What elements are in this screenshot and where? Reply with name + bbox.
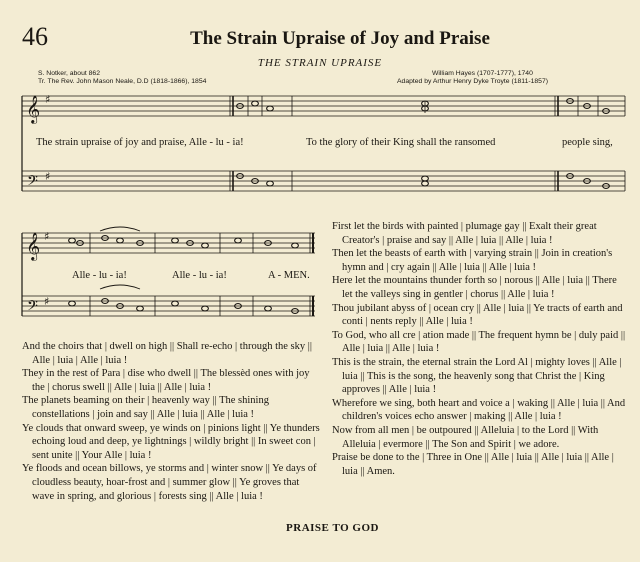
verse: First let the birds with painted | plumage gay || Exalt their great Creator's | praise and say || Alle | luia || Alle | luia ! xyxy=(332,221,597,246)
verses-left xyxy=(22,340,320,503)
verse: The planets beaming on their | heavenly way || The shining constellations | join and say || Alle | luia || Alle | luia ! xyxy=(22,395,269,420)
sharp-icon: ♯ xyxy=(44,295,50,308)
bass-clef-icon: 𝄢 xyxy=(27,298,38,318)
verse: Now from all men | be outpoured || Alleluia | to the Lord || With Alleluia | evermore || The Son and Spirit | we adore. xyxy=(332,424,599,450)
sharp-icon: ♯ xyxy=(44,230,50,243)
treble-clef-icon: 𝄞 xyxy=(26,95,41,123)
verse: Ye clouds that onward sweep, ye winds on | pinions light || Ye thunders echoing loud and deep, ye lightnings | wildly bright || In sweet con | sent unite || Your Alle | luia ! xyxy=(22,422,320,461)
sharp-icon: ♯ xyxy=(45,93,51,106)
lyric-line: people sing, xyxy=(562,137,613,148)
lyric-line: To the glory of their King shall the ransomed xyxy=(306,137,496,148)
verse: Ye floods and ocean billows, ye storms and | winter snow || Ye days of cloudless beauty, hoar-frost and | summer glow || Ye groves that wave in spring, and glorious | forests sing || Alle | luia ! xyxy=(22,463,317,502)
lyric-line: Alle - lu - ia! xyxy=(72,270,127,281)
music-system-1 xyxy=(0,0,640,200)
verse: And the choirs that | dwell on high || Shall re-echo | through the sky || Alle | luia | Alle | luia ! xyxy=(22,341,312,366)
treble-clef-icon: 𝄞 xyxy=(26,232,41,260)
verse: Thou jubilant abyss of | ocean cry || Alle | luia || Ye tracts of earth and conti | nents reply || Alle | luia ! xyxy=(332,302,623,328)
lyric-line: A - MEN. xyxy=(268,270,310,281)
verse: To God, who all cre | ation made || The frequent hymn be | duly paid || Alle | luia || Alle | luia ! xyxy=(332,329,626,355)
author-credit: S. Notker, about 862 xyxy=(38,70,100,77)
page-number: 46 xyxy=(22,22,48,51)
sharp-icon: ♯ xyxy=(45,170,51,183)
verse: Here let the mountains thunder forth so | norous || Alle | luia || There let the valleys sing in gentler | chorus || Alle | luia ! xyxy=(332,275,617,300)
section-footer: PRAISE TO GOD xyxy=(286,522,379,534)
translator-credit: Tr. The Rev. John Mason Neale, D.D (1818-1866), 1854 xyxy=(38,78,207,85)
arranger-credit: Adapted by Arthur Henry Dyke Troyte (1811-1857) xyxy=(397,78,548,85)
verses-right xyxy=(332,220,628,478)
verse: They in the rest of Para | dise who dwell || The blessèd ones with joy the | chorus swell || Alle | luia || Alle | luia ! xyxy=(22,368,310,393)
tune-name: THE STRAIN UPRAISE xyxy=(257,57,383,69)
hymn-title: The Strain Upraise of Joy and Praise xyxy=(190,28,490,49)
verse: This is the strain, the eternal strain the Lord Al | mighty loves || Alle | luia || This is the song, the heavenly song that Christ the | King approves || Alle | luia ! xyxy=(332,356,622,396)
composer-credit: William Hayes (1707-1777), 1740 xyxy=(432,70,533,77)
lyric-line: The strain upraise of joy and praise, Alle - lu - ia! xyxy=(36,137,244,148)
bass-clef-icon: 𝄢 xyxy=(27,173,38,193)
verse: Wherefore we sing, both heart and voice a | waking || Alle | luia || And children's voices echo answer | making || Alle | luia ! xyxy=(332,397,626,423)
verse: Then let the beasts of earth with | varying strain || Join in creation's hymn and | cry again || Alle | luia || Alle | luia ! xyxy=(332,248,613,273)
verse: Praise be done to the | Three in One || Alle | luia || Alle | luia || Alle | luia || Amen. xyxy=(332,452,614,477)
lyric-line: Alle - lu - ia! xyxy=(172,270,227,281)
